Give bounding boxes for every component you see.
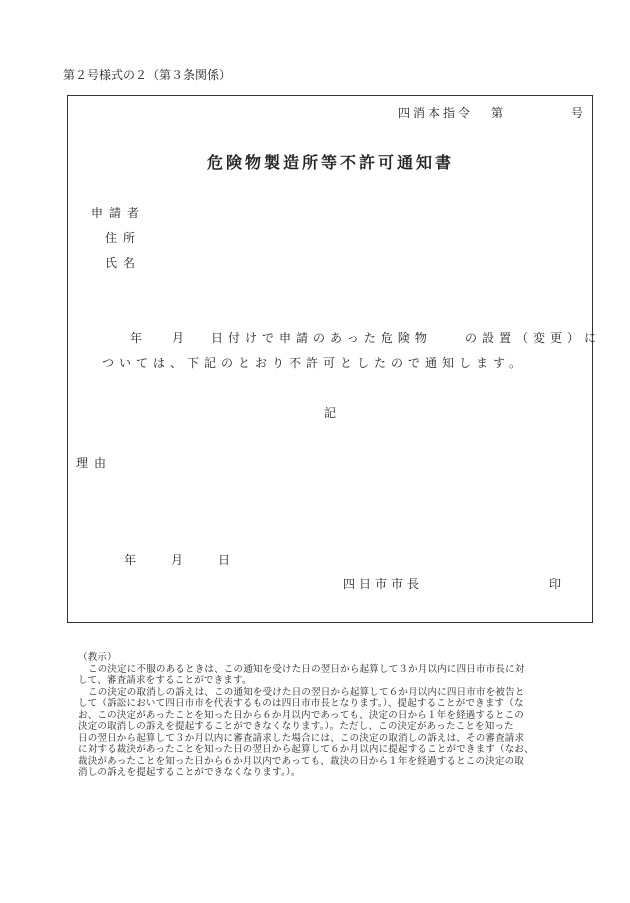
- legal-notice: [78, 652, 598, 779]
- body-year: 年: [130, 331, 148, 345]
- body-line2: ついては、下記のとおり不許可としたので通知します。: [102, 356, 527, 370]
- doc-number-prefix: 四消本指令: [398, 106, 474, 120]
- notice-line: 決定の取消しの訴えを提起することができなくなります。）。ただし、この決定があったことを知った: [78, 721, 514, 732]
- notice-line: この決定の取消しの訴えは、この通知を受けた日の翌日から起算して６か月以内に四日市市を被告と: [88, 686, 525, 698]
- body-line1-mid: 日付けで申請のあった危険物: [211, 331, 432, 345]
- applicant-label: 申請者: [91, 206, 146, 220]
- notice-line: して（訴訟において四日市市を代表するものは四日市市長となります。）、提起することができます（な: [78, 698, 524, 709]
- notice-line: して、審査請求をすることができます。: [78, 675, 252, 686]
- date-month: 月: [171, 553, 184, 567]
- ki-heading: 記: [324, 406, 337, 420]
- date-day: 日: [218, 553, 231, 567]
- notice-line: に対する裁決があったことを知った日の翌日から起算して６か月以内に提起することができます（なお、: [78, 744, 534, 755]
- doc-number-dai: 第: [491, 106, 504, 120]
- doc-number-go: 号: [571, 106, 584, 120]
- notice-line: お、この決定があったことを知った日から６か月以内であっても、決定の日から１年を経過するとこの: [78, 709, 525, 721]
- body-line1-end: の設置（変更）に: [465, 331, 602, 345]
- reason-label: 理由: [76, 456, 113, 470]
- notice-line: 裁決があったことを知った日から６か月以内であっても、裁決の日から１年を経過するとこの決定の取: [78, 755, 525, 767]
- notice-line: この決定に不服のあるときは、この通知を受けた日の翌日から起算して３か月以内に四日市市長に対: [88, 663, 525, 675]
- date-year: 年: [124, 553, 137, 567]
- applicant-address-label: 住所: [105, 231, 142, 245]
- issuer-name: 四日市市長: [343, 577, 424, 591]
- notice-line: 消しの訴えを提起することができなくなります。）。: [78, 767, 301, 778]
- document-title: 危険物製造所等不許可通知書: [207, 153, 455, 172]
- notice-line: 日の翌日から起算して３か月以内に審査請求した場合には、この決定の取消しの訴えは、その審査請求: [78, 732, 525, 744]
- applicant-name-label: 氏名: [105, 256, 142, 270]
- seal-mark: 印: [549, 577, 562, 591]
- notice-heading: （教示）: [78, 652, 117, 663]
- form-number-label: 第２号様式の２（第３条関係）: [63, 68, 232, 82]
- body-month: 月: [172, 331, 190, 345]
